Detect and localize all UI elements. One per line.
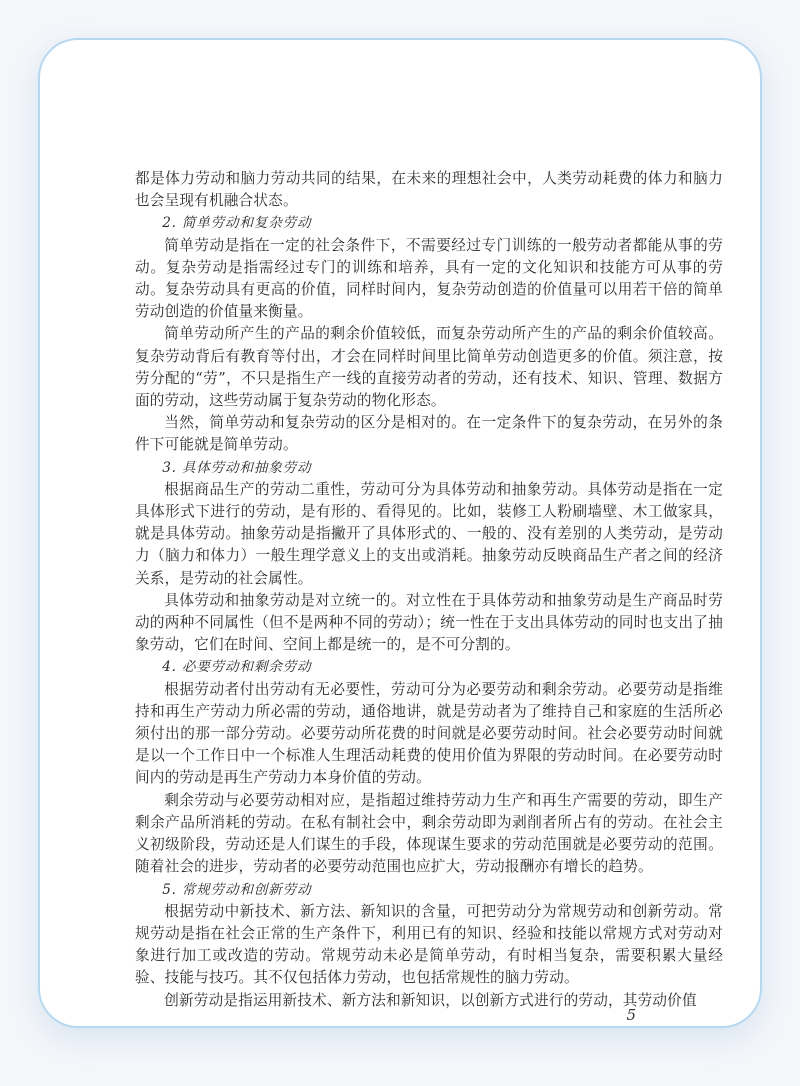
paragraph: 当然，简单劳动和复杂劳动的区分是相对的。在一定条件下的复杂劳动，在另外的条件下可能就是简单劳动。: [135, 414, 723, 454]
paragraph: 简单劳动所产生的产品的剩余价值较低，而复杂劳动所产生的产品的剩余价值较高。复杂劳动背后有教育等付出，才会在同样时间里比简单劳动创造更多的价值。须注意，按劳分配的“劳”，不只是指生产一线的直接劳动者的劳动，还有技术、知识、管理、数据方面的劳动，这些劳动属于复杂劳动的物化形态。: [135, 325, 723, 410]
paragraph: 简单劳动是指在一定的社会条件下，不需要经过专门训练的一般劳动者都能从事的劳动。复杂劳动是指需经过专门的训练和培养，具有一定的文化知识和技能方可从事的劳动。复杂劳动具有更高的价值，同样时间内，复杂劳动创造的价值量可以用若干倍的简单劳动创造的价值量来衡量。: [135, 236, 723, 321]
section-heading: 5. 常规劳动和创新劳动: [162, 881, 312, 898]
paragraph: 根据劳动者付出劳动有无必要性，劳动可分为必要劳动和剩余劳动。必要劳动是指维持和再生产劳动力所必需的劳动，通俗地讲，就是劳动者为了维持自己和家庭的生活所必须付出的那一部分劳动。必要劳动所花费的时间就是必要劳动时间。社会必要劳动时间就是以一个工作日中一个标准人生理活动耗费的使用价值为界限的劳动时间。在必要劳动时间内的劳动是再生产劳动力本身价值的劳动。: [135, 680, 723, 787]
page-number: 5: [626, 1006, 636, 1024]
paragraph: 创新劳动是指运用新技术、新方法和新知识，以创新方式进行的劳动，其劳动价值: [164, 991, 697, 1009]
paragraph: 根据商品生产的劳动二重性，劳动可分为具体劳动和抽象劳动。具体劳动是指在一定具体形式下进行的劳动，是有形的、看得见的。比如，装修工人粉刷墙壁、木工做家具，就是具体劳动。抽象劳动是指撇开了具体形式的、一般的、没有差别的人类劳动，是劳动力（脑力和体力）一般生理学意义上的支出或消耗。抽象劳动反映商品生产者之间的经济关系，是劳动的社会属性。: [135, 480, 723, 587]
paragraph: 根据劳动中新技术、新方法、新知识的含量，可把劳动分为常规劳动和创新劳动。常规劳动是指在社会正常的生产条件下，利用已有的知识、经验和技能以常规方式对劳动对象进行加工或改造的劳动。常规劳动未必是简单劳动，有时相当复杂，需要积累大量经验、技能与技巧。其不仅包括体力劳动，也包括常规性的脑力劳动。: [135, 902, 723, 987]
page-card: [38, 38, 762, 1028]
paragraph: 剩余劳动与必要劳动相对应，是指超过维持劳动力生产和再生产需要的劳动，即生产剩余产品所消耗的劳动。在私有制社会中，剩余劳动即为剥削者所占有的劳动。在社会主义初级阶段，劳动还是人们谋生的手段，体现谋生要求的劳动范围就是必要劳动的范围。随着社会的进步，劳动者的必要劳动范围也应扩大，劳动报酬亦有增长的趋势。: [135, 791, 723, 876]
paragraph: 都是体力劳动和脑力劳动共同的结果，在未来的理想社会中，人类劳动耗费的体力和脑力也会呈现有机融合状态。: [135, 170, 723, 210]
section-heading: 2. 简单劳动和复杂劳动: [162, 215, 312, 232]
section-heading: 4. 必要劳动和剩余劳动: [162, 659, 312, 676]
paragraph: 具体劳动和抽象劳动是对立统一的。对立性在于具体劳动和抽象劳动是生产商品时劳动的两种不同属性（但不是两种不同的劳动）；统一性在于支出具体劳动的同时也支出了抽象劳动，它们在时间、空间上都是统一的，是不可分割的。: [135, 591, 723, 654]
page-content: [135, 168, 723, 1012]
section-heading: 3. 具体劳动和抽象劳动: [162, 459, 312, 476]
